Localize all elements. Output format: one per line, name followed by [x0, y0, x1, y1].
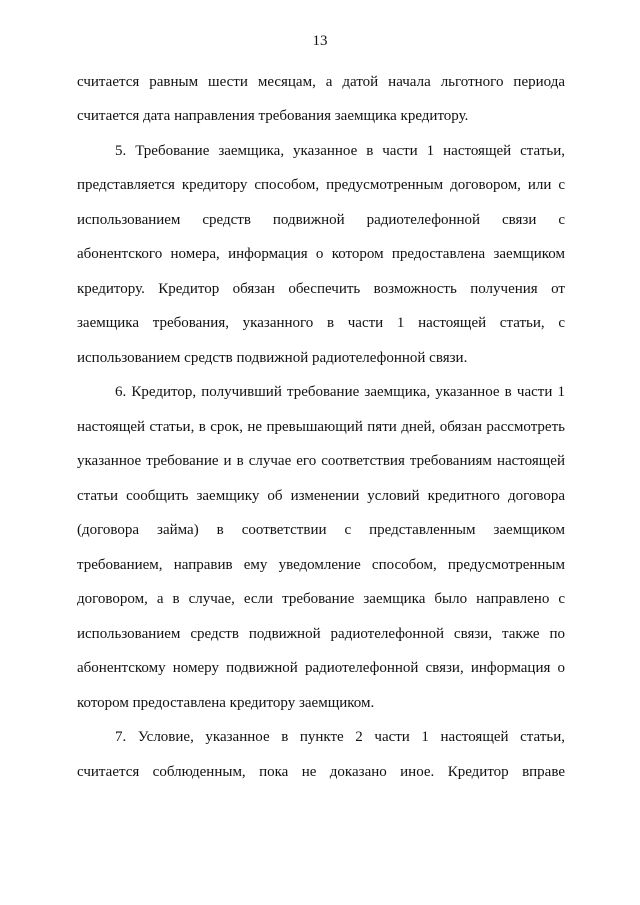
text-line: представляется кредитору способом, предусмотренным договором, или с	[77, 177, 565, 193]
paragraph-start-line: 5. Требование заемщика, указанное в части 1 настоящей статьи,	[115, 143, 565, 159]
paragraph-start-line: 7. Условие, указанное в пункте 2 части 1 настоящей статьи,	[115, 729, 565, 745]
text-line: статьи сообщить заемщику об изменении условий кредитного договора	[77, 488, 565, 504]
text-line: считается дата направления требования заемщика кредитору.	[77, 108, 469, 124]
text-line: настоящей статьи, в срок, не превышающий пяти дней, обязан рассмотреть	[77, 419, 565, 435]
text-line: считается соблюденным, пока не доказано иное. Кредитор вправе	[77, 764, 565, 780]
text-line: абонентского номера, информация о котором предоставлена заемщиком	[77, 246, 565, 262]
text-line: договором, а в случае, если требование заемщика было направлено с	[77, 591, 565, 607]
text-line: котором предоставлена кредитору заемщиком.	[77, 695, 375, 711]
page-number: 13	[312, 33, 328, 49]
text-line: считается равным шести месяцам, а датой начала льготного периода	[77, 74, 565, 90]
text-line: заемщика требования, указанного в части 1 настоящей статьи, с	[77, 315, 565, 331]
text-line: требованием, направив ему уведомление способом, предусмотренным	[77, 557, 565, 573]
text-line: указанное требование и в случае его соответствия требованиям настоящей	[77, 453, 565, 469]
text-line: кредитору. Кредитор обязан обеспечить возможность получения от	[77, 281, 565, 297]
text-line: (договора займа) в соответствии с представленным заемщиком	[77, 522, 565, 538]
text-line: абонентскому номеру подвижной радиотелефонной связи, информация о	[77, 660, 565, 676]
text-line: использованием средств подвижной радиотелефонной связи с	[77, 212, 565, 228]
text-line: использованием средств подвижной радиотелефонной связи, также по	[77, 626, 565, 642]
paragraph-start-line: 6. Кредитор, получивший требование заемщика, указанное в части 1	[115, 384, 565, 400]
text-line: использованием средств подвижной радиотелефонной связи.	[77, 350, 468, 366]
